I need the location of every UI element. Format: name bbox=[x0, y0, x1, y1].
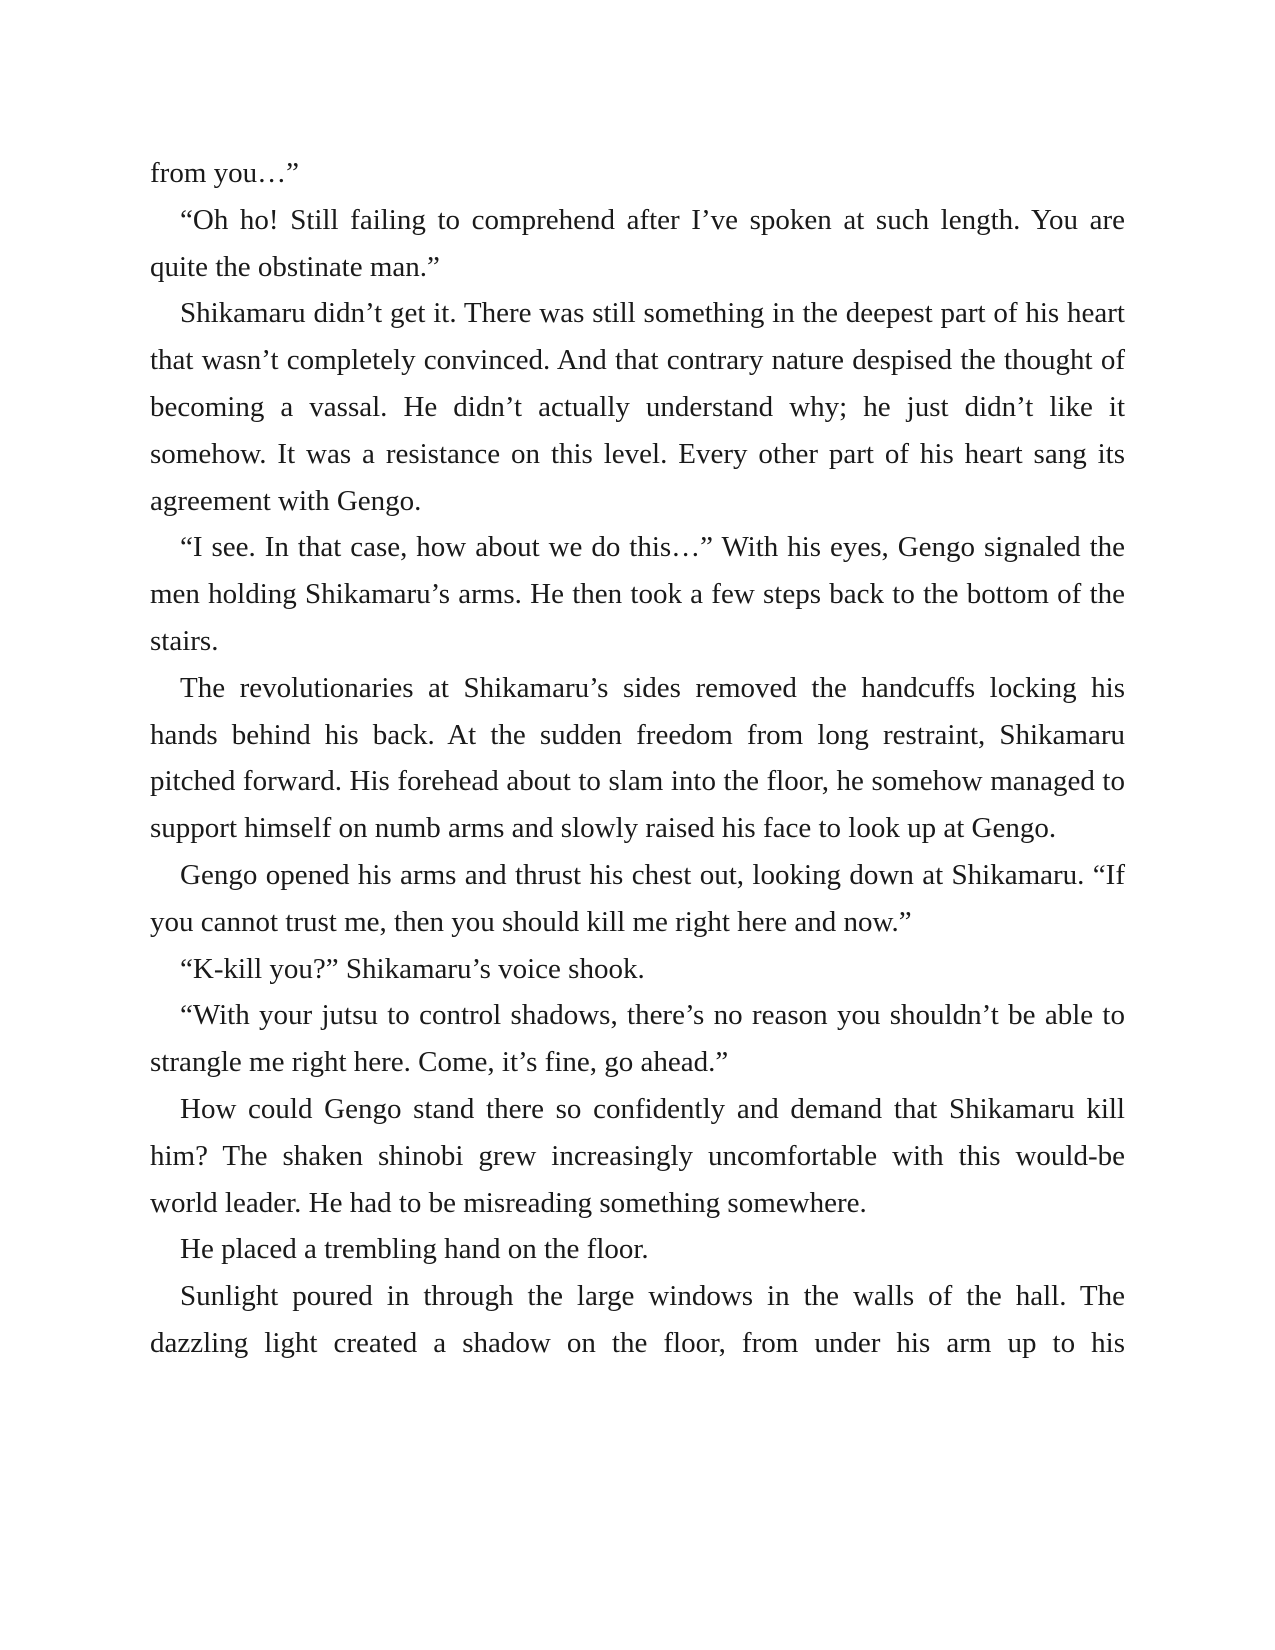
paragraph: Gengo opened his arms and thrust his chest out, looking down at Shikamaru. “If you cannot trust me, then you should kill me right here and now.” bbox=[150, 858, 1125, 938]
paragraph-continued: from you…” bbox=[150, 157, 299, 189]
paragraph: “I see. In that case, how about we do this…” With his eyes, Gengo signaled the men holding Shikamaru’s arms. He then took a few steps back to the bottom of the stairs. bbox=[150, 531, 1125, 657]
paragraph: “Oh ho! Still failing to comprehend after I’ve spoken at such length. You are quite the obstinate man.” bbox=[150, 203, 1125, 283]
paragraph: The revolutionaries at Shikamaru’s sides removed the handcuffs locking his hands behind his back. At the sudden freedom from long restraint, Shikamaru pitched forward. His forehead about to slam into the floor, he somehow managed to support himself on numb arms and slowly raised his face to look up at Gengo. bbox=[150, 671, 1125, 845]
paragraph: How could Gengo stand there so confidently and demand that Shikamaru kill him? The shaken shinobi grew increasingly uncomfortable with this would-be world leader. He had to be misreading something somewhere. bbox=[150, 1092, 1125, 1219]
paragraph: “K-kill you?” Shikamaru’s voice shook. bbox=[180, 952, 645, 985]
paragraph-continues-next-page: Sunlight poured in through the large windows in the walls of the hall. The dazzling light created a shadow on the floor, from under his arm up to his bbox=[150, 1280, 1125, 1359]
paragraph: He placed a trembling hand on the floor. bbox=[180, 1233, 649, 1266]
paragraph: Shikamaru didn’t get it. There was still something in the deepest part of his heart that wasn’t completely convinced. And that contrary nature despised the thought of becoming a vassal. He didn’t actually understand why; he just didn’t like it somehow. It was a resistance on this level. Every other part of his heart sang its agreement with Gengo. bbox=[150, 297, 1125, 517]
book-page bbox=[150, 150, 1125, 1367]
paragraph: “With your jutsu to control shadows, there’s no reason you shouldn’t be able to strangle me right here. Come, it’s fine, go ahead.” bbox=[150, 999, 1125, 1079]
